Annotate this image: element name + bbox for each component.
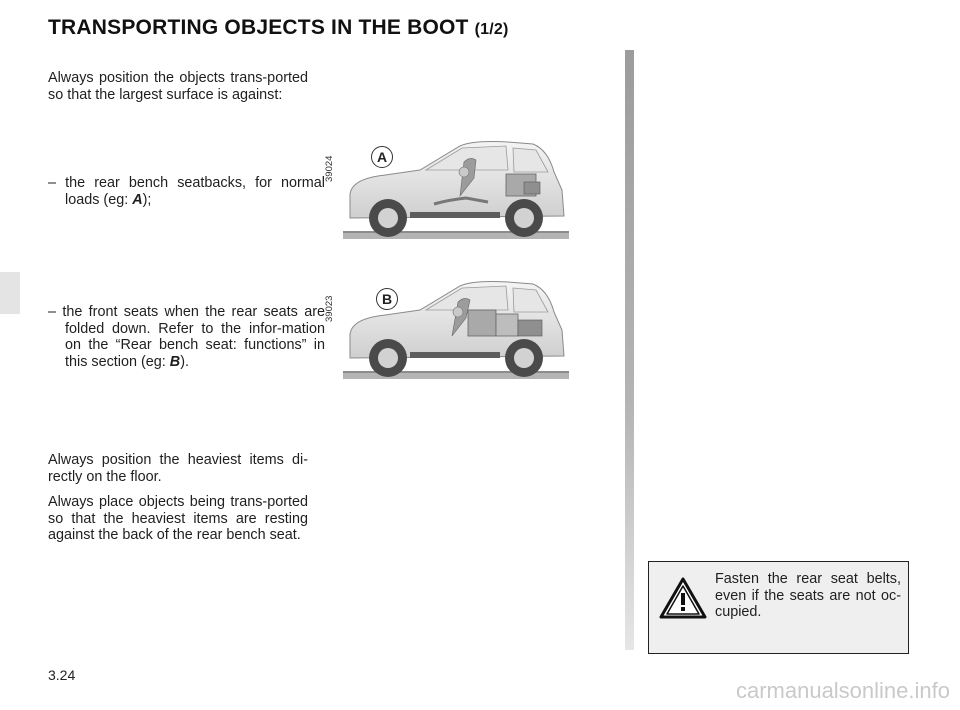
heavy-items-paragraph-2: Always place objects being trans-ported so that the heaviest items are resting against the back of the rear bench seat. — [48, 494, 308, 543]
bullet-b-ref: B — [169, 353, 181, 370]
bullet-a-text: – the rear bench seatbacks, for normal loads (eg: — [48, 175, 325, 208]
page-title — [48, 16, 509, 40]
figure-b-code: 39023 — [324, 295, 335, 322]
car-illustration-b — [338, 272, 573, 384]
warning-triangle-icon — [659, 576, 707, 620]
intro-paragraph: Always position the objects trans-ported so that the largest surface is against: — [48, 70, 308, 103]
bullet-b-text: – the front seats when the rear seats are folded down. Refer to the infor-mation on the “Rear bench seat: functions” in this section (eg: — [48, 304, 325, 370]
watermark: carmanualsonline.info — [735, 678, 950, 703]
bullet-a-end: ); — [142, 191, 152, 208]
bullet-rear-bench — [48, 175, 325, 208]
page-number: 3.24 — [48, 667, 76, 683]
bullet-front-seats — [48, 304, 325, 370]
bullet-b-end: ). — [180, 353, 189, 370]
warning-box — [648, 561, 909, 654]
figure-a-code: 39024 — [324, 155, 335, 182]
title-main: TRANSPORTING OBJECTS IN THE BOOT — [48, 16, 469, 39]
title-part: (1/2) — [474, 21, 509, 38]
bullet-a-ref: A — [132, 191, 143, 208]
figure-b-label: B — [376, 288, 398, 310]
section-tab — [0, 272, 20, 314]
heavy-items-paragraph-1: Always position the heaviest items di-rectly on the floor. — [48, 452, 308, 485]
warning-text: Fasten the rear seat belts, even if the seats are not oc-cupied. — [715, 571, 901, 620]
column-divider — [625, 50, 634, 650]
figure-a-label: A — [371, 146, 393, 168]
